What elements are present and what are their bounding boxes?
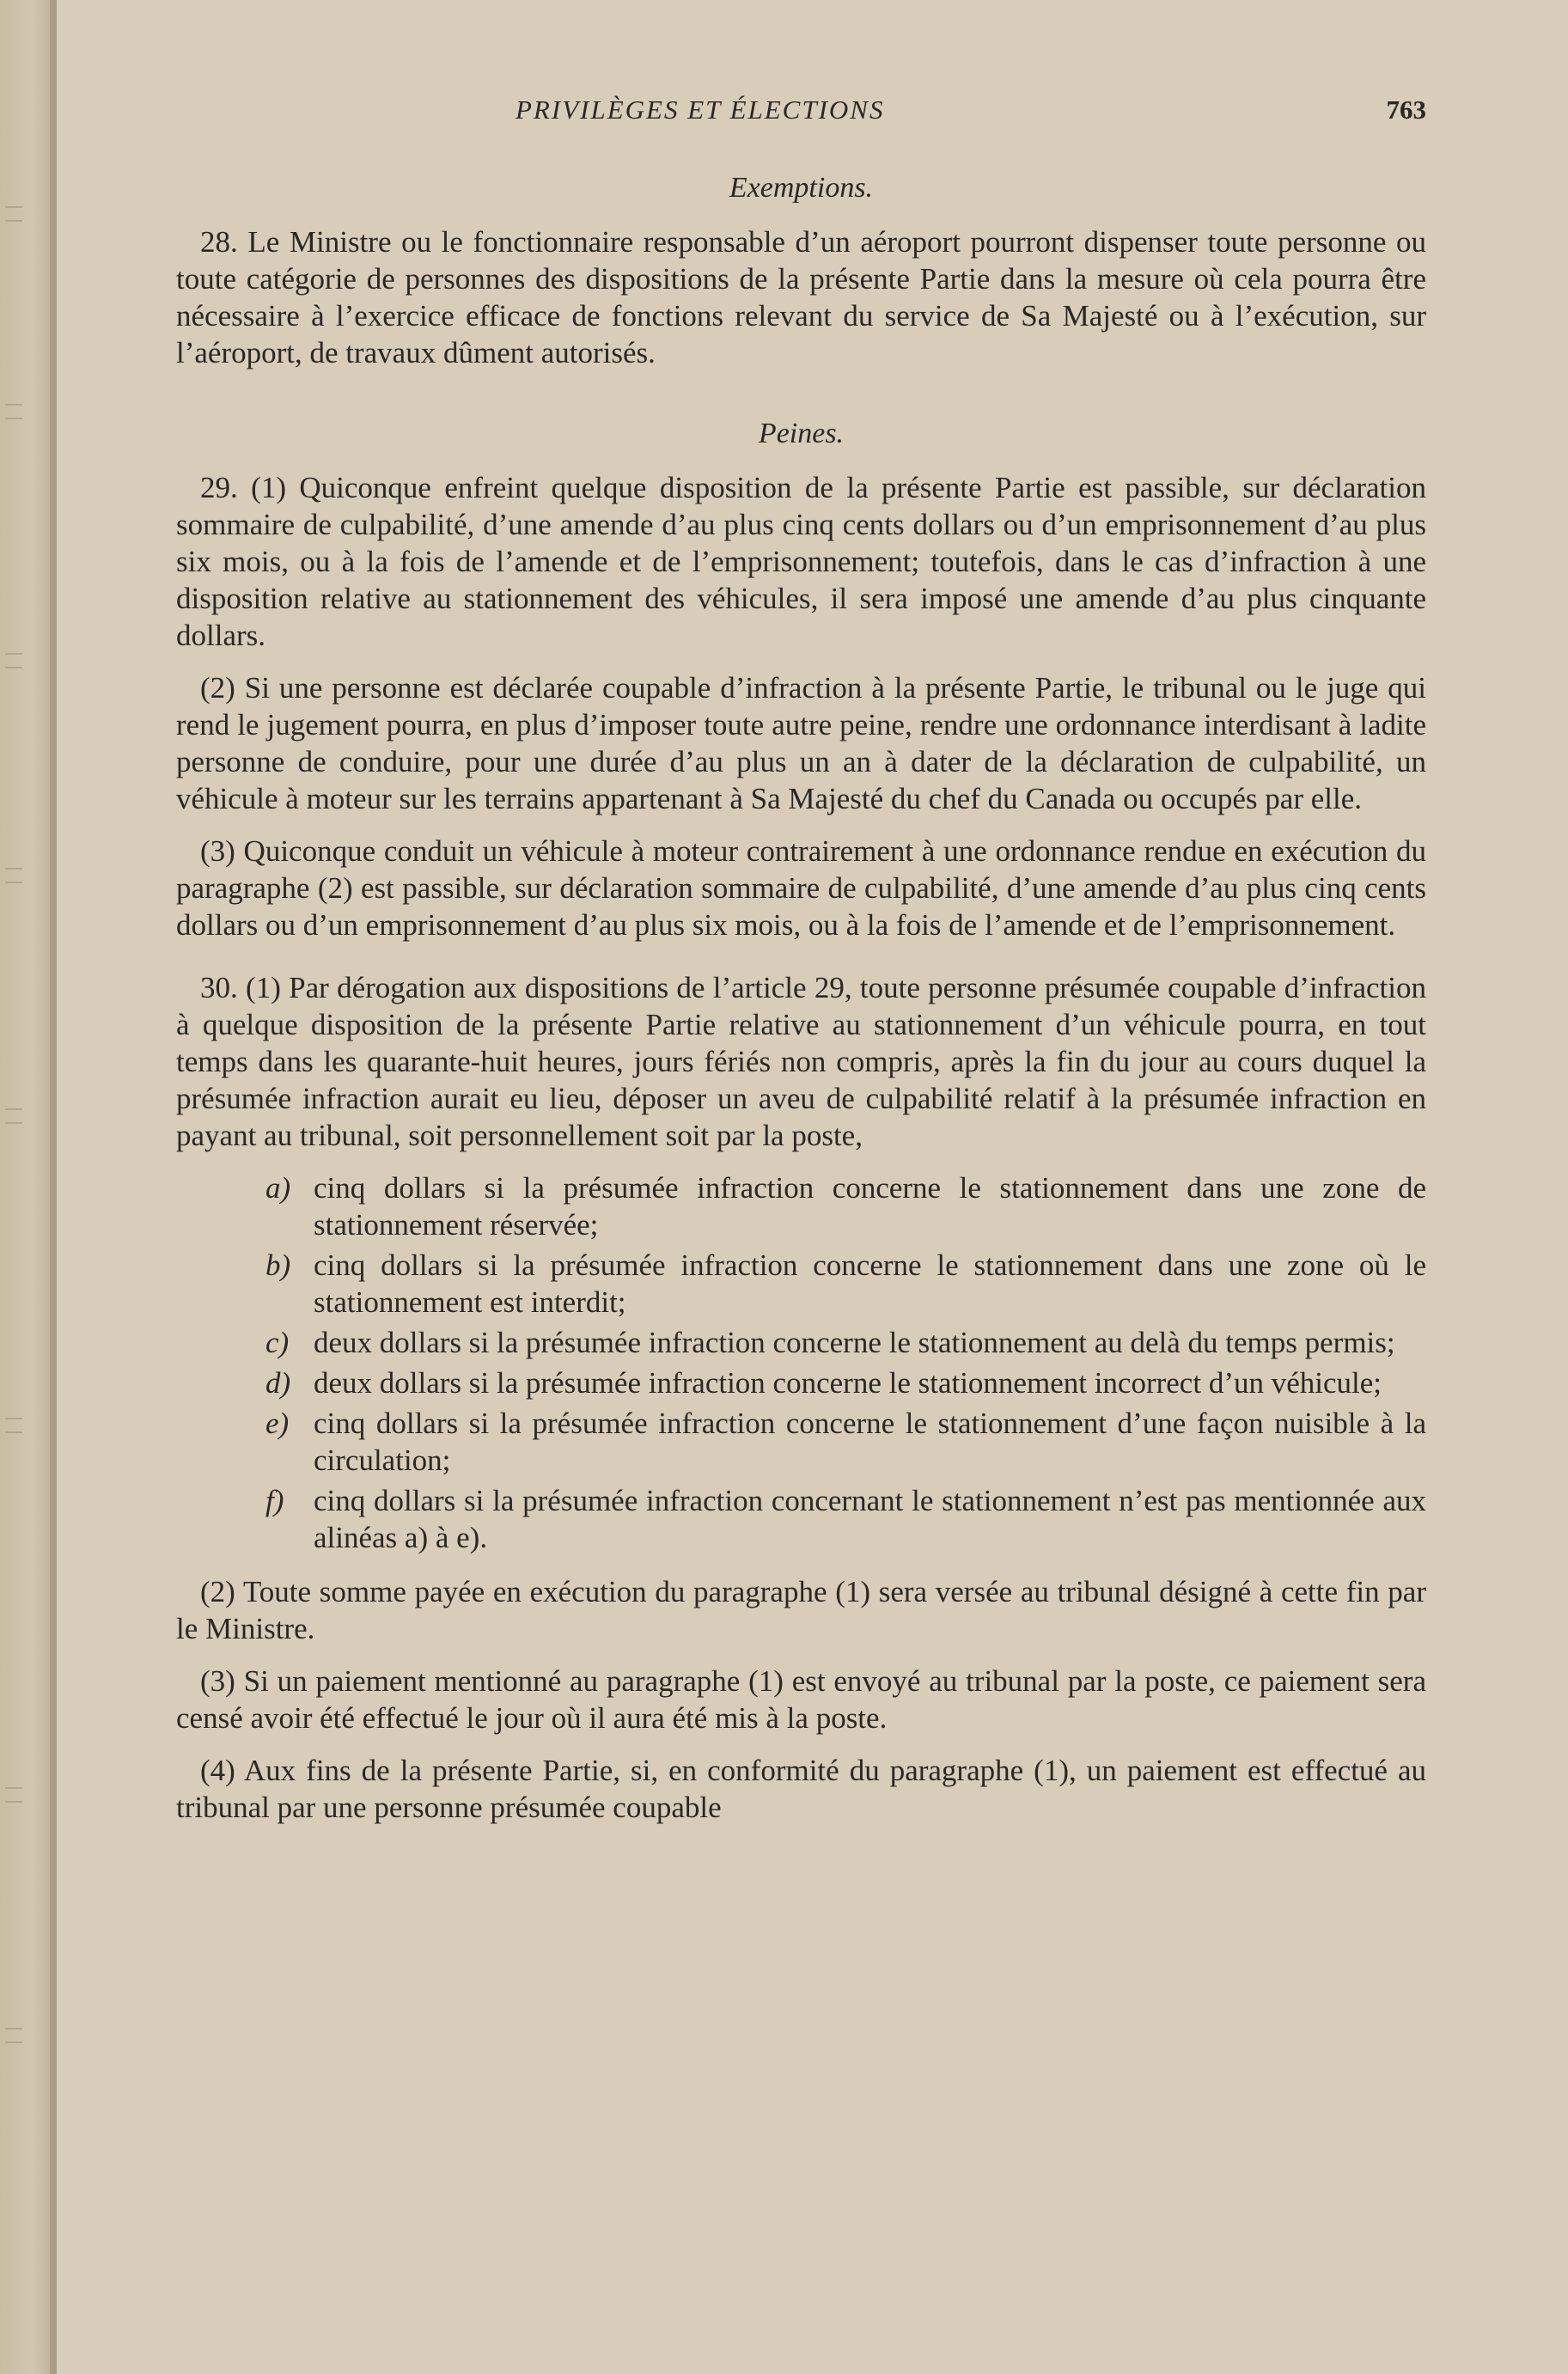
gutter-mark bbox=[5, 1787, 22, 1803]
gutter-mark bbox=[5, 653, 22, 668]
gutter-mark bbox=[5, 1418, 22, 1433]
running-title: PRIVILÈGES ET ÉLECTIONS bbox=[516, 95, 885, 125]
item-label: d) bbox=[265, 1366, 291, 1400]
page-body bbox=[176, 172, 1426, 1841]
item-label: e) bbox=[265, 1407, 290, 1440]
gutter-mark bbox=[5, 206, 22, 222]
section-30-3: (3) Si un paiement mentionné au paragraphe (1) est envoyé au tribunal par la poste, ce paiement sera censé avoir été effectué le jour où il aura été mis à la poste. bbox=[176, 1664, 1426, 1735]
gutter-mark bbox=[5, 868, 22, 883]
list-item bbox=[265, 1364, 1426, 1401]
heading-peines: Peines. bbox=[758, 418, 845, 449]
section-30-4: (4) Aux fins de la présente Partie, si, en conformité du paragraphe (1), un paiement est effectué au tribunal par une personne présumée coupable bbox=[176, 1754, 1426, 1824]
section-29-3: (3) Quiconque conduit un véhicule à moteur contrairement à une ordonnance rendue en exécution du paragraphe (2) est passible, sur déclaration sommaire de culpabilité, d’une amende d’au plus cinq cents dollars ou d’un emprisonnement d’au plus six mois, ou à la fois de l’amende et de l’emprisonnement. bbox=[176, 834, 1426, 942]
list-item bbox=[265, 1324, 1426, 1361]
page-gutter bbox=[0, 0, 53, 2374]
page-number: 763 bbox=[1386, 95, 1426, 125]
heading-exemptions: Exemptions. bbox=[729, 172, 874, 204]
item-label: f) bbox=[265, 1484, 284, 1517]
list-item bbox=[265, 1169, 1426, 1243]
section-30-2: (2) Toute somme payée en exécution du paragraphe (1) sera versée au tribunal désigné à cette fin par le Ministre. bbox=[176, 1575, 1426, 1645]
section-30-1: 30. (1) Par dérogation aux dispositions de l’article 29, toute personne présumée coupable d’infraction à quelque disposition de la présente Partie relative au stationnement d’un véhicule pourra, en tout temps dans les quarante-huit heures, jours fériés non compris, après la fin du jour au cours duquel la présumée infraction aurait eu lieu, déposer un aveu de culpabilité relatif à la présumée infraction en payant au tribunal, soit personnellement soit par la poste, bbox=[176, 971, 1426, 1152]
item-label: a) bbox=[265, 1171, 291, 1205]
item-label: b) bbox=[265, 1248, 291, 1282]
gutter-mark bbox=[5, 404, 22, 419]
list-item bbox=[265, 1247, 1426, 1321]
gutter-mark bbox=[5, 2028, 22, 2043]
page-spine bbox=[50, 0, 57, 2374]
item-text: cinq dollars si la présumée infraction concerne le stationnement d’une façon nuisible à la circulation; bbox=[314, 1407, 1426, 1477]
item-text: cinq dollars si la présumée infraction concernant le stationnement n’est pas mentionnée aux alinéas a) à e). bbox=[314, 1484, 1426, 1554]
item-text: cinq dollars si la présumée infraction concerne le stationnement dans une zone de stationnement réservée; bbox=[314, 1171, 1426, 1242]
item-label: c) bbox=[265, 1326, 290, 1359]
list-item bbox=[265, 1405, 1426, 1479]
section-28: 28. Le Ministre ou le fonctionnaire responsable d’un aéroport pourront dispenser toute personne ou toute catégorie de personnes des dispositions de la présente Partie dans la mesure où cela pourra être nécessaire à l’exercice efficace de fonctions relevant du service de Sa Majesté ou à l’exécution, sur l’aéroport, de travaux dûment autorisés. bbox=[176, 225, 1426, 369]
list-item bbox=[265, 1482, 1426, 1556]
section-29-2: (2) Si une personne est déclarée coupable d’infraction à la présente Partie, le tribunal ou le juge qui rend le jugement pourra, en plus d’imposer toute autre peine, rendre une ordonnance interdisant à ladite personne de conduire, pour une durée d’au plus un an à dater de la déclaration de culpabilité, un véhicule à moteur sur les terrains appartenant à Sa Majesté du chef du Canada ou occupés par elle. bbox=[176, 671, 1426, 815]
item-text: deux dollars si la présumée infraction concerne le stationnement au delà du temps permis; bbox=[314, 1326, 1395, 1359]
item-text: cinq dollars si la présumée infraction concerne le stationnement dans une zone où le stationnement est interdit; bbox=[314, 1248, 1426, 1319]
section-29-1: 29. (1) Quiconque enfreint quelque disposition de la présente Partie est passible, sur déclaration sommaire de culpabilité, d’une amende d’au plus cinq cents dollars ou d’un emprisonnement d’au plus six mois, ou à la fois de l’amende et de l’emprisonnement; toutefois, dans le cas d’infraction à une disposition relative au stationnement des véhicules, il sera imposé une amende d’au plus cinquante dollars. bbox=[176, 471, 1426, 652]
item-text: deux dollars si la présumée infraction concerne le stationnement incorrect d’un véhicule; bbox=[314, 1366, 1382, 1400]
gutter-mark bbox=[5, 1108, 22, 1124]
running-header bbox=[176, 95, 1426, 129]
